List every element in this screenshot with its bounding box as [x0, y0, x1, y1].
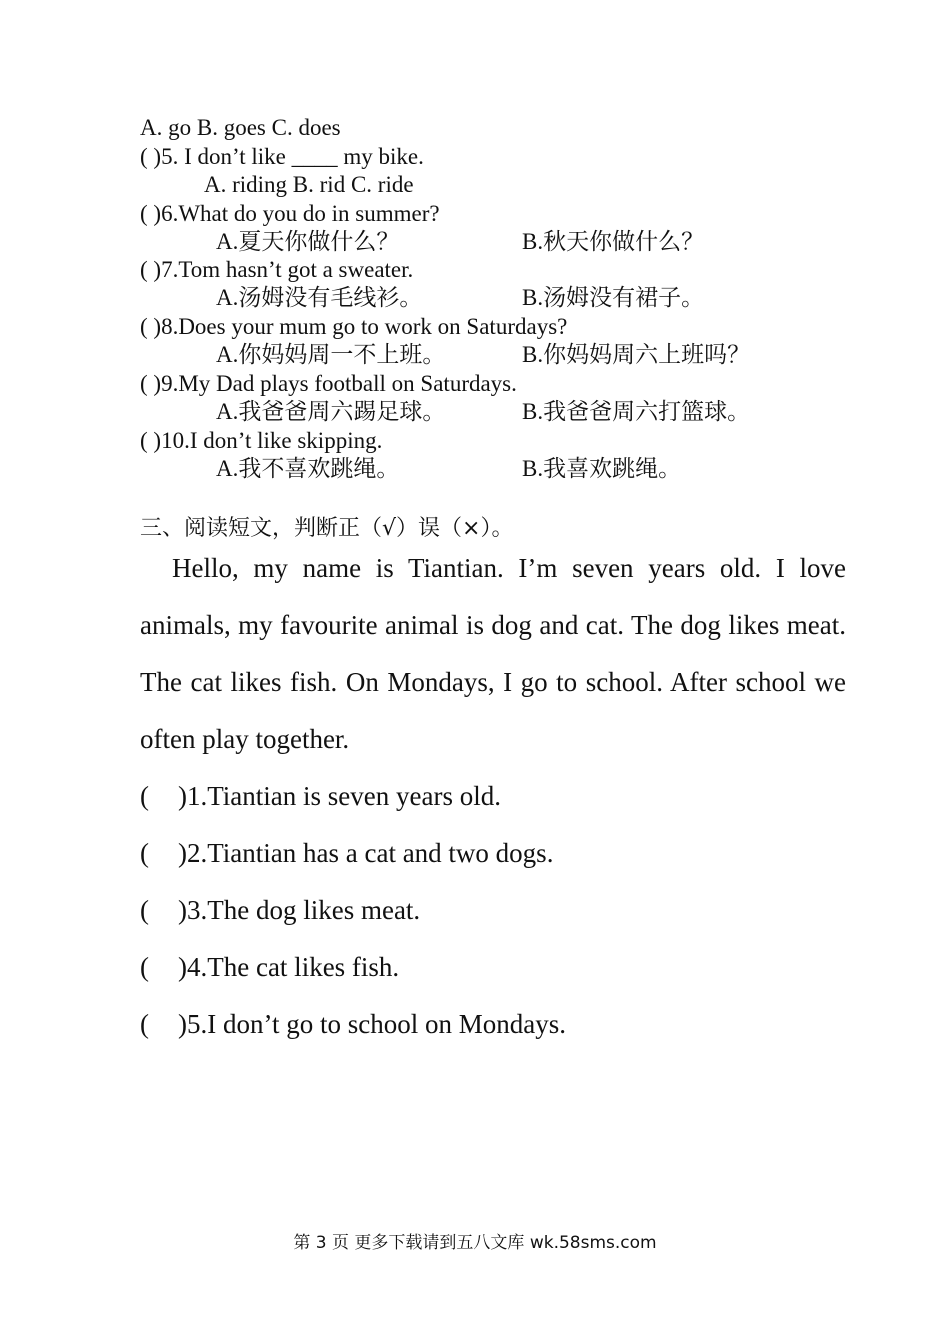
q8-stem: ( )8.Does your mum go to work on Saturdays?	[140, 314, 568, 339]
answer-paren: (	[140, 952, 149, 982]
q9-stem: ( )9.My Dad plays football on Saturdays.	[140, 371, 517, 396]
tf-item-text: )4.The cat likes fish.	[178, 952, 400, 982]
answer-paren: (	[140, 781, 149, 811]
reading-passage: Hello, my name is Tiantian. I’m seven years old. I love animals, my favourite animal is dog and cat. The dog likes meat. The cat likes fish. On Mondays, I go to school. After school we often play together.	[140, 553, 846, 754]
q10-stem: ( )10.I don’t like skipping.	[140, 428, 383, 453]
q9-option-a: A.我爸爸周六踢足球。	[216, 399, 446, 424]
q5-stem: ( )5. I don’t like ____ my bike.	[140, 144, 424, 169]
answer-paren: (	[140, 838, 149, 868]
q9-option-b: B.我爸爸周六打篮球。	[522, 399, 751, 424]
answer-paren: (	[140, 1009, 149, 1039]
q6-option-b: B.秋天你做什么？	[522, 229, 705, 254]
q6-option-a: A.夏天你做什么？	[216, 229, 400, 254]
tf-item-3	[140, 894, 420, 926]
tf-item-text: )3.The dog likes meat.	[178, 895, 421, 925]
tf-item-text: )1.Tiantian is seven years old.	[178, 781, 501, 811]
q7-option-a: A.汤姆没有毛线衫。	[216, 285, 423, 310]
tf-item-2	[140, 837, 553, 869]
tf-item-4	[140, 951, 399, 983]
q5-options: A. riding B. rid C. ride	[204, 172, 414, 197]
answer-paren: (	[140, 895, 149, 925]
q7-stem: ( )7.Tom hasn’t got a sweater.	[140, 257, 414, 282]
tf-item-text: )2.Tiantian has a cat and two dogs.	[178, 838, 554, 868]
tf-item-text: )5.I don’t go to school on Mondays.	[178, 1009, 566, 1039]
tf-item-5	[140, 1008, 566, 1040]
q8-option-a: A.你妈妈周一不上班。	[216, 342, 446, 367]
q10-option-b: B.我喜欢跳绳。	[522, 456, 682, 481]
q8-option-b: B.你妈妈周六上班吗？	[522, 342, 751, 367]
q10-option-a: A.我不喜欢跳绳。	[216, 456, 400, 481]
page-footer: 第 3 页 更多下载请到五八文库 wk.58sms.com	[293, 1233, 657, 1253]
tf-item-1	[140, 780, 501, 812]
section-3-heading: 三、阅读短文，判断正（√）误（×）。	[140, 516, 514, 541]
q6-stem: ( )6.What do you do in summer?	[140, 201, 440, 226]
q7-option-b: B.汤姆没有裙子。	[522, 285, 705, 310]
q4-options: A. go B. goes C. does	[140, 115, 341, 140]
